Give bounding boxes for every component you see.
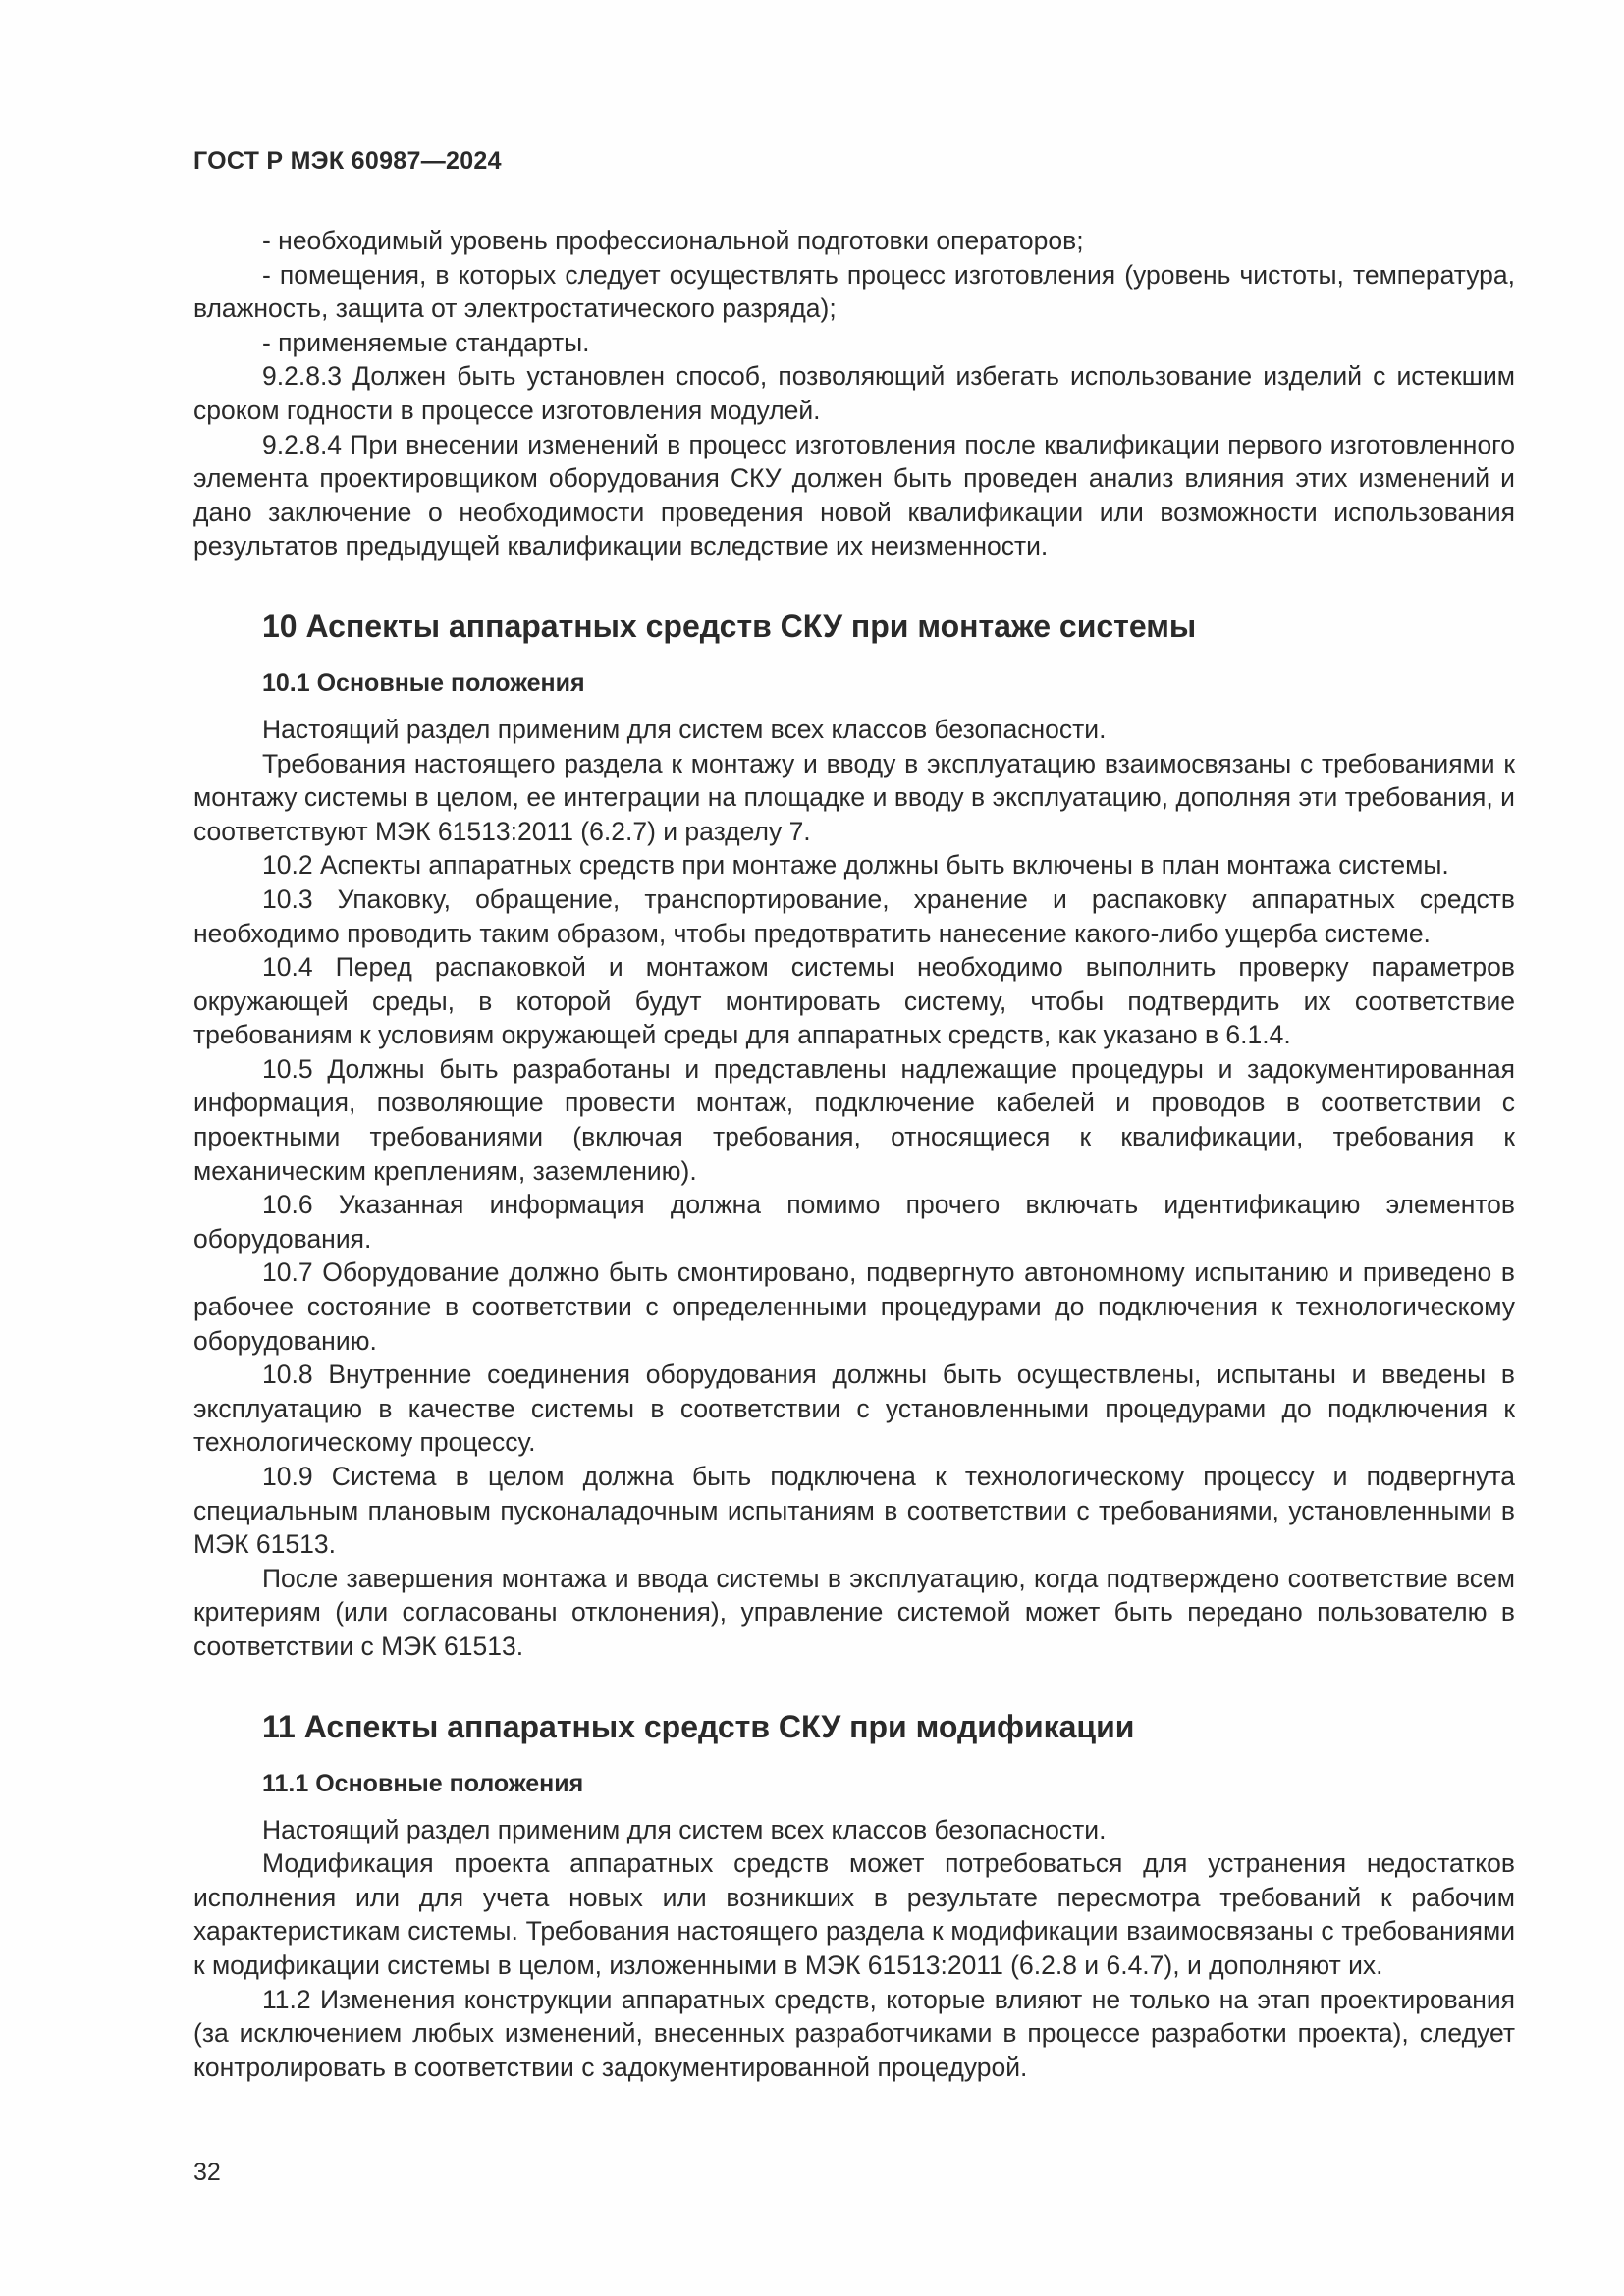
paragraph: Модификация проекта аппаратных средств может потребоваться для устранения недостатков исполнения или для учета новых или возникших в результате пересмотра требований к рабочим характеристикам системы. Требования настоящего раздела к модификации взаимосвязаны с требованиями к модификации системы в целом, изложенными в МЭК 61513:2011 (6.2.8 и 6.4.7), и дополняют их.: [193, 1848, 1515, 1980]
paragraph: 11.2 Изменения конструкции аппаратных средств, которые влияют не только на этап проектирования (за исключением любых изменений, внесенных разработчиками в процессе разработки проекта), следует контролировать в соответствии с задокументированной процедурой.: [193, 1984, 1515, 2082]
section-10-1-subtitle: 10.1 Основные положения: [262, 668, 585, 697]
paragraph: - помещения, в которых следует осуществлять процесс изготовления (уровень чистоты, температура, влажность, защита от электростатического разряда);: [193, 259, 1515, 324]
paragraph: 9.2.8.3 Должен быть установлен способ, позволяющий избегать использование изделий с истекшим сроком годности в процессе изготовления модулей.: [193, 361, 1515, 425]
paragraph: 10.6 Указанная информация должна помимо прочего включать идентификацию элементов оборудования.: [193, 1190, 1515, 1254]
section-11-1-subtitle: 11.1 Основные положения: [262, 1769, 584, 1797]
paragraph: 10.5 Должны быть разработаны и представлены надлежащие процедуры и задокументированная информация, позволяющие провести монтаж, подключение кабелей и проводов в соответствии с проектными требованиями (включая требования, относящиеся к квалификации, требования к механическим креплениям, заземлению).: [193, 1053, 1515, 1186]
paragraph: 10.8 Внутренние соединения оборудования должны быть осуществлены, испытаны и введены в эксплуатацию в качестве системы в соответствии с установленными процедурами до подключения к технологическому процессу.: [193, 1360, 1515, 1458]
page-content: [193, 224, 1515, 2084]
paragraph: 10.4 Перед распаковкой и монтажом системы необходимо выполнить проверку параметров окружающей среды, в которой будут монтировать систему, чтобы подтвердить их соответствие требованиям к условиям окружающей среды для аппаратных средств, как указано в 6.1.4.: [193, 952, 1515, 1050]
paragraph: - необходимый уровень профессиональной подготовки операторов;: [262, 226, 1084, 255]
paragraph: Настоящий раздел применим для систем всех классов безопасности.: [262, 714, 1107, 744]
section-10-title: 10 Аспекты аппаратных средств СКУ при монтаже системы: [262, 608, 1197, 644]
paragraph: 10.7 Оборудование должно быть смонтировано, подвергнуто автономному испытанию и приведено в рабочее состояние в соответствии с определенными процедурами до подключения к технологическому оборудованию.: [193, 1257, 1515, 1356]
paragraph: Настоящий раздел применим для систем всех классов безопасности.: [262, 1814, 1107, 1844]
paragraph: 10.3 Упаковку, обращение, транспортирование, хранение и распаковку аппаратных средств необходимо проводить таким образом, чтобы предотвратить нанесение какого-либо ущерба системе.: [193, 883, 1515, 948]
section-11-title: 11 Аспекты аппаратных средств СКУ при модификации: [262, 1708, 1135, 1744]
paragraph: - применяемые стандарты.: [262, 327, 590, 357]
paragraph: Требования настоящего раздела к монтажу и вводу в эксплуатацию взаимосвязаны с требованиями к монтажу системы в целом, ее интеграции на площадке и вводу в эксплуатацию, дополняя эти требования, и соответствуют МЭК 61513:2011 (6.2.7) и разделу 7.: [193, 748, 1515, 846]
paragraph: После завершения монтажа и ввода системы в эксплуатацию, когда подтверждено соответствие всем критериям (или согласованы отклонения), управление системой может быть передано пользователю в соответствии с МЭК 61513.: [193, 1563, 1515, 1661]
paragraph: 10.9 Система в целом должна быть подключена к технологическому процессу и подвергнута специальным плановым пусконаладочным испытаниям в соответствии с требованиями, установленными в МЭК 61513.: [193, 1462, 1515, 1560]
page-number: 32: [193, 2159, 221, 2186]
paragraph: 9.2.8.4 При внесении изменений в процесс изготовления после квалификации первого изготовленного элемента проектировщиком оборудования СКУ должен быть проведен анализ влияния этих изменений и дано заключение о необходимости проведения новой квалификации или возможности использования результатов предыдущей квалификации вследствие их неизменности.: [193, 429, 1515, 561]
document-header: ГОСТ Р МЭК 60987—2024: [193, 147, 502, 175]
paragraph: 10.2 Аспекты аппаратных средств при монтаже должны быть включены в план монтажа системы.: [262, 850, 1449, 881]
